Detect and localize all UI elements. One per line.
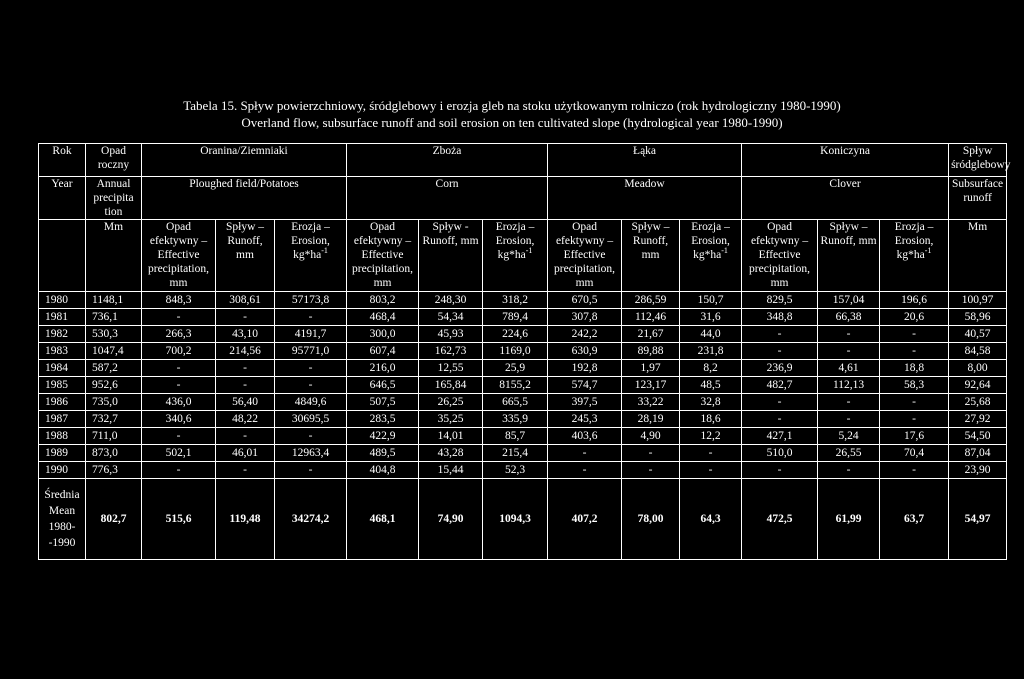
table-cell: 70,4 <box>880 445 949 462</box>
table-cell: 397,5 <box>548 394 622 411</box>
table-cell: - <box>216 428 275 445</box>
table-cell: 66,38 <box>818 309 880 326</box>
table-cell: 308,61 <box>216 292 275 309</box>
table-cell: - <box>216 360 275 377</box>
header-subsurface-en: Subsurface runoff <box>949 177 1007 220</box>
table-cell-year: 1990 <box>39 462 86 479</box>
table-cell: - <box>142 377 216 394</box>
table-cell: 335,9 <box>483 411 548 428</box>
table-cell-year: 1985 <box>39 377 86 394</box>
table-row <box>39 462 1007 479</box>
table-cell: 307,8 <box>548 309 622 326</box>
table-caption <box>0 97 1024 131</box>
table-cell: - <box>880 462 949 479</box>
table-cell: - <box>818 411 880 428</box>
table-cell: 192,8 <box>548 360 622 377</box>
table-cell: 43,28 <box>419 445 483 462</box>
table-cell: 489,5 <box>347 445 419 462</box>
mean-cell: 407,2 <box>548 479 622 560</box>
table-cell: 587,2 <box>86 360 142 377</box>
table-cell: 427,1 <box>742 428 818 445</box>
table-cell: 17,6 <box>880 428 949 445</box>
mean-cell: 34274,2 <box>275 479 347 560</box>
table-row <box>39 445 1007 462</box>
header-group-potatoes-pl: Oranina/Ziemniaki <box>142 144 347 177</box>
table-cell: 4,90 <box>622 428 680 445</box>
subheader-erosion: Erozja – Erosion, $kg*ha^{-1}$ <box>483 220 548 292</box>
table-cell: - <box>142 462 216 479</box>
table-cell: 8155,2 <box>483 377 548 394</box>
table-cell: 8,00 <box>949 360 1007 377</box>
table-cell: 607,4 <box>347 343 419 360</box>
table-cell: 404,8 <box>347 462 419 479</box>
header-year: Year <box>39 177 86 220</box>
table-cell: 87,04 <box>949 445 1007 462</box>
table-cell: 33,22 <box>622 394 680 411</box>
table-cell: 56,40 <box>216 394 275 411</box>
table-cell: 30695,5 <box>275 411 347 428</box>
table-cell: - <box>142 360 216 377</box>
table-cell: 502,1 <box>142 445 216 462</box>
table-cell: 57173,8 <box>275 292 347 309</box>
table-cell: 162,73 <box>419 343 483 360</box>
table-cell: 735,0 <box>86 394 142 411</box>
subheader-effective-precip: Opad efektywny – Effective precipitation, mm <box>142 220 216 292</box>
table-cell: 26,55 <box>818 445 880 462</box>
table-cell: - <box>880 343 949 360</box>
table-cell: 776,3 <box>86 462 142 479</box>
subheader-erosion: Erozja – Erosion, $kg*ha^{-1}$ <box>680 220 742 292</box>
mean-cell: 472,5 <box>742 479 818 560</box>
table-cell: - <box>880 411 949 428</box>
header-group-corn-en: Corn <box>347 177 548 220</box>
table-cell: 100,97 <box>949 292 1007 309</box>
table-cell: 165,84 <box>419 377 483 394</box>
table-cell: - <box>142 309 216 326</box>
table-cell: 482,7 <box>742 377 818 394</box>
table-cell: 5,24 <box>818 428 880 445</box>
header-group-meadow-en: Meadow <box>548 177 742 220</box>
table-cell: 224,6 <box>483 326 548 343</box>
table-cell: 18,8 <box>880 360 949 377</box>
table-cell-year: 1986 <box>39 394 86 411</box>
table-cell: 214,56 <box>216 343 275 360</box>
table-cell: - <box>622 445 680 462</box>
table-cell: 646,5 <box>347 377 419 394</box>
table-cell: 348,8 <box>742 309 818 326</box>
table-cell: - <box>742 326 818 343</box>
table-cell: 216,0 <box>347 360 419 377</box>
subheader-runoff: Spływ - Runoff, mm <box>419 220 483 292</box>
table-cell: - <box>275 360 347 377</box>
table-cell: 89,88 <box>622 343 680 360</box>
table-cell: 48,5 <box>680 377 742 394</box>
caption-english: Overland flow, subsurface runoff and soil erosion on ten cultivated slope (hydrological year 1980-1990) <box>241 115 783 130</box>
table-cell: 283,5 <box>347 411 419 428</box>
table-cell: - <box>548 462 622 479</box>
table-cell-year: 1987 <box>39 411 86 428</box>
table-cell: 574,7 <box>548 377 622 394</box>
table-cell: 236,9 <box>742 360 818 377</box>
table-cell: 422,9 <box>347 428 419 445</box>
data-table <box>38 143 1011 560</box>
table-cell: 789,4 <box>483 309 548 326</box>
table-cell-year: 1988 <box>39 428 86 445</box>
table-cell: 92,64 <box>949 377 1007 394</box>
table-cell: 215,4 <box>483 445 548 462</box>
table-cell: 35,25 <box>419 411 483 428</box>
table-cell: - <box>880 394 949 411</box>
table-cell: 12,55 <box>419 360 483 377</box>
table-row <box>39 377 1007 394</box>
mean-cell: 64,3 <box>680 479 742 560</box>
header-group-clover-pl: Koniczyna <box>742 144 949 177</box>
table-cell: 245,3 <box>548 411 622 428</box>
table-cell: 829,5 <box>742 292 818 309</box>
table-cell: - <box>275 309 347 326</box>
table-cell: - <box>818 326 880 343</box>
table-cell: - <box>818 462 880 479</box>
table-cell: 43,10 <box>216 326 275 343</box>
table-cell-year: 1982 <box>39 326 86 343</box>
table-cell: 670,5 <box>548 292 622 309</box>
header-group-potatoes-en: Ploughed field/Potatoes <box>142 177 347 220</box>
table-cell: 12963,4 <box>275 445 347 462</box>
table-cell: - <box>275 377 347 394</box>
table-cell: 18,6 <box>680 411 742 428</box>
table-cell: 1169,0 <box>483 343 548 360</box>
header-group-meadow-pl: Łąka <box>548 144 742 177</box>
table-cell: - <box>742 343 818 360</box>
header-group-corn-pl: Zboża <box>347 144 548 177</box>
table-cell: - <box>216 462 275 479</box>
table-cell: 248,30 <box>419 292 483 309</box>
mean-cell: 515,6 <box>142 479 216 560</box>
subheader-runoff: Spływ – Runoff, mm <box>216 220 275 292</box>
table-row <box>39 309 1007 326</box>
table-row <box>39 343 1007 360</box>
table-cell: 1,97 <box>622 360 680 377</box>
table-cell: - <box>275 462 347 479</box>
table-cell: - <box>216 377 275 394</box>
table-cell: - <box>742 462 818 479</box>
table-cell: - <box>275 428 347 445</box>
table-cell: 266,3 <box>142 326 216 343</box>
table-cell: 1148,1 <box>86 292 142 309</box>
mean-cell: 468,1 <box>347 479 419 560</box>
table-cell: 231,8 <box>680 343 742 360</box>
table-cell-year: 1981 <box>39 309 86 326</box>
table-cell: 27,92 <box>949 411 1007 428</box>
table-cell: - <box>142 428 216 445</box>
table-cell: 803,2 <box>347 292 419 309</box>
table-cell: 32,8 <box>680 394 742 411</box>
table-cell: - <box>818 394 880 411</box>
table-cell: 736,1 <box>86 309 142 326</box>
table-cell-year: 1980 <box>39 292 86 309</box>
table-cell: 85,7 <box>483 428 548 445</box>
table-cell-year: 1983 <box>39 343 86 360</box>
header-opad-unit: Mm <box>86 220 142 292</box>
table-cell: 150,7 <box>680 292 742 309</box>
subheader-runoff: Spływ – Runoff, mm <box>818 220 880 292</box>
table-cell: 123,17 <box>622 377 680 394</box>
table-cell: 1047,4 <box>86 343 142 360</box>
table-cell: 58,96 <box>949 309 1007 326</box>
header-subsurface-unit: Mm <box>949 220 1007 292</box>
table-cell: 45,93 <box>419 326 483 343</box>
table-cell: 54,34 <box>419 309 483 326</box>
table-cell-year: 1984 <box>39 360 86 377</box>
table-cell: 40,57 <box>949 326 1007 343</box>
table-row <box>39 326 1007 343</box>
table-cell: 26,25 <box>419 394 483 411</box>
header-blank <box>39 220 86 292</box>
table-cell: 28,19 <box>622 411 680 428</box>
table-cell: - <box>548 445 622 462</box>
header-opad-en: Annual precipita tion <box>86 177 142 220</box>
table-cell: 112,46 <box>622 309 680 326</box>
table-cell: 848,3 <box>142 292 216 309</box>
mean-cell: 54,97 <box>949 479 1007 560</box>
mean-cell: 1094,3 <box>483 479 548 560</box>
table-cell: 873,0 <box>86 445 142 462</box>
table-cell: - <box>818 343 880 360</box>
table-cell: 510,0 <box>742 445 818 462</box>
table-cell: 732,7 <box>86 411 142 428</box>
table-cell: 242,2 <box>548 326 622 343</box>
mean-cell: 74,90 <box>419 479 483 560</box>
table-cell: 340,6 <box>142 411 216 428</box>
table-cell: - <box>680 462 742 479</box>
table-cell: 436,0 <box>142 394 216 411</box>
table-cell: 318,2 <box>483 292 548 309</box>
table-cell: 14,01 <box>419 428 483 445</box>
table-cell: - <box>622 462 680 479</box>
mean-cell: 78,00 <box>622 479 680 560</box>
table-cell: 15,44 <box>419 462 483 479</box>
table-cell: 112,13 <box>818 377 880 394</box>
table-cell: 84,58 <box>949 343 1007 360</box>
table-cell: 700,2 <box>142 343 216 360</box>
table-cell: 4191,7 <box>275 326 347 343</box>
table-cell: - <box>742 394 818 411</box>
table-cell: - <box>742 411 818 428</box>
table-cell: 54,50 <box>949 428 1007 445</box>
table-cell-year: 1989 <box>39 445 86 462</box>
table-cell: 665,5 <box>483 394 548 411</box>
table-cell: 403,6 <box>548 428 622 445</box>
mean-cell: 63,7 <box>880 479 949 560</box>
table-cell: 20,6 <box>880 309 949 326</box>
table-cell: - <box>216 309 275 326</box>
table-cell: - <box>680 445 742 462</box>
table-row <box>39 428 1007 445</box>
table-cell: 23,90 <box>949 462 1007 479</box>
table-cell: 157,04 <box>818 292 880 309</box>
table-cell: 530,3 <box>86 326 142 343</box>
table-cell: 196,6 <box>880 292 949 309</box>
subheader-effective-precip: Opad efektywny – Effective precipitation, mm <box>548 220 622 292</box>
caption-polish: Tabela 15. Spływ powierzchniowy, śródglebowy i erozja gleb na stoku użytkowanym rolniczo (rok hydrologiczny 1980-1990) <box>183 98 841 113</box>
table-cell: 95771,0 <box>275 343 347 360</box>
subheader-runoff: Spływ – Runoff, mm <box>622 220 680 292</box>
subheader-erosion: Erozja – Erosion, $kg*ha^{-1}$ <box>880 220 949 292</box>
table-cell: 44,0 <box>680 326 742 343</box>
table-row <box>39 394 1007 411</box>
table-cell: - <box>880 326 949 343</box>
table-cell: 25,9 <box>483 360 548 377</box>
subheader-erosion: Erozja – Erosion, $kg*ha^{-1}$ <box>275 220 347 292</box>
table-cell: 630,9 <box>548 343 622 360</box>
table-row <box>39 292 1007 309</box>
table-cell: 711,0 <box>86 428 142 445</box>
table-cell: 25,68 <box>949 394 1007 411</box>
header-subsurface-pl: Spływ śródglebowy <box>949 144 1007 177</box>
mean-label: Średnia Mean 1980- -1990 <box>39 479 86 560</box>
table-cell: 12,2 <box>680 428 742 445</box>
header-rok: Rok <box>39 144 86 177</box>
table-cell: 4,61 <box>818 360 880 377</box>
table-row <box>39 360 1007 377</box>
header-group-clover-en: Clover <box>742 177 949 220</box>
table-cell: 31,6 <box>680 309 742 326</box>
table-cell: 46,01 <box>216 445 275 462</box>
table-cell: 21,67 <box>622 326 680 343</box>
mean-cell: 61,99 <box>818 479 880 560</box>
table-cell: 286,59 <box>622 292 680 309</box>
table-cell: 48,22 <box>216 411 275 428</box>
header-opad-pl: Opad roczny <box>86 144 142 177</box>
mean-cell: 119,48 <box>216 479 275 560</box>
table-cell: 468,4 <box>347 309 419 326</box>
table-row-mean <box>39 479 1007 560</box>
subheader-effective-precip: Opad efektywny – Effective precipitation, mm <box>742 220 818 292</box>
subheader-effective-precip: Opad efektywny – Effective precipitation, mm <box>347 220 419 292</box>
mean-cell: 802,7 <box>86 479 142 560</box>
table-cell: 507,5 <box>347 394 419 411</box>
table-row <box>39 411 1007 428</box>
table-cell: 952,6 <box>86 377 142 394</box>
table-cell: 300,0 <box>347 326 419 343</box>
table-cell: 4849,6 <box>275 394 347 411</box>
table-cell: 52,3 <box>483 462 548 479</box>
table-cell: 8,2 <box>680 360 742 377</box>
table-cell: 58,3 <box>880 377 949 394</box>
